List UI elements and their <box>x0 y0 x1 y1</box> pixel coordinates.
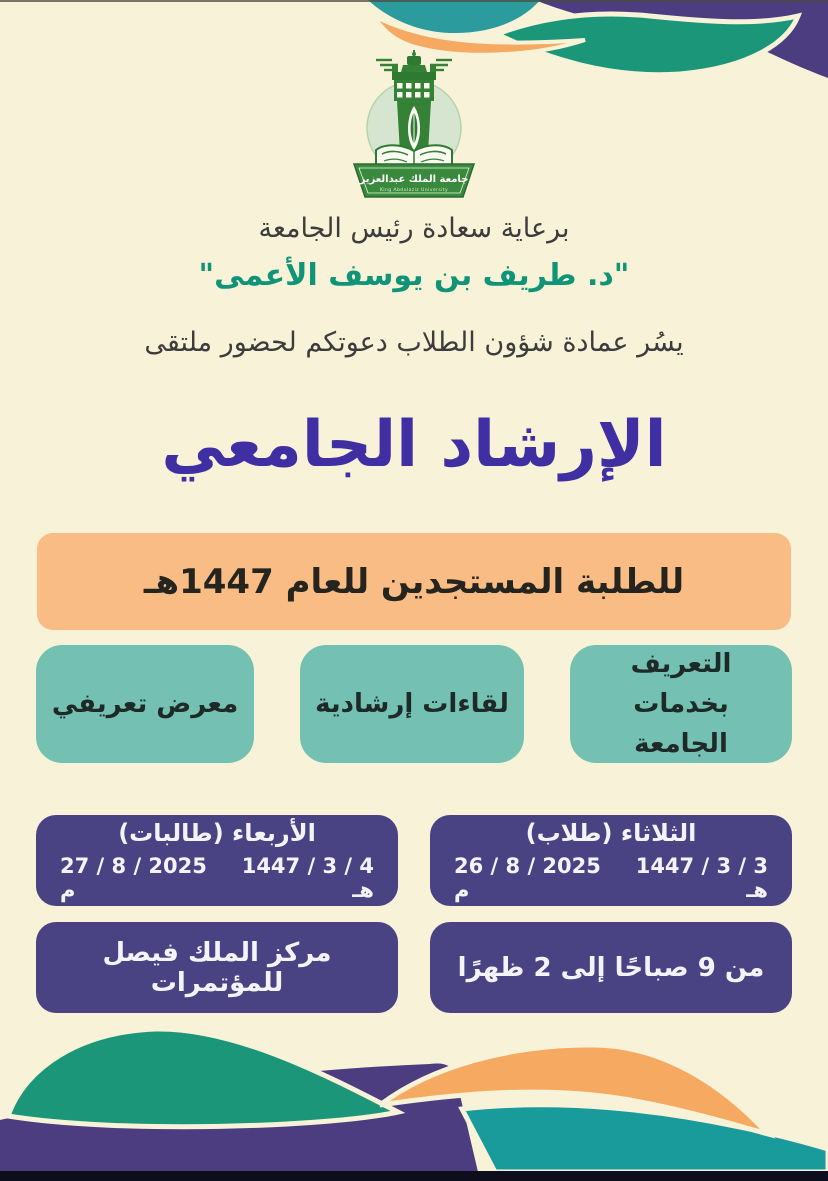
event-venue-box <box>36 922 398 1013</box>
session-dates <box>448 854 774 902</box>
logo-university-name-en: King Abdulaziz University <box>379 188 449 193</box>
bottom-wave-decoration <box>0 1022 828 1172</box>
features-row <box>36 645 792 763</box>
feature-label: معرض تعريفي <box>51 688 239 719</box>
president-name: "د. طريف بن يوسف الأعمى" <box>198 258 630 293</box>
top-wave-teal <box>368 0 540 33</box>
feature-university-services <box>570 645 792 763</box>
feature-intro-exhibition <box>36 645 254 763</box>
session-male-students <box>430 815 792 906</box>
event-title: الإرشاد الجامعي <box>161 408 667 482</box>
bottom-wave-purple <box>0 1063 478 1172</box>
patronage-line: برعاية سعادة رئيس الجامعة <box>258 213 570 244</box>
event-venue: مركز الملك فيصل للمؤتمرات <box>102 937 332 998</box>
bottom-wave-orange <box>380 1045 768 1134</box>
session-day: الثلاثاء (طلاب) <box>525 819 697 847</box>
session-date-gregorian: 27 / 8 / 2025 م <box>60 854 207 902</box>
session-dates <box>54 854 380 902</box>
logo-name-banner <box>354 164 474 197</box>
details-row <box>36 922 792 1013</box>
audience-banner <box>37 533 791 630</box>
bottom-dark-bar <box>0 1171 828 1181</box>
session-date-gregorian: 26 / 8 / 2025 م <box>454 854 601 902</box>
audience-banner-text: للطلبة المستجدين للعام 1447هـ <box>143 561 685 602</box>
top-wave-purple <box>535 0 828 78</box>
invitation-line: يسُر عمادة شؤون الطلاب دعوتكم لحضور ملتقى <box>144 327 684 358</box>
session-day: الأربعاء (طالبات) <box>118 819 316 847</box>
bottom-wave-green <box>8 1029 398 1127</box>
university-logo <box>348 50 480 202</box>
logo-university-name-ar: جامعة الملك عبدالعزيز <box>359 174 469 185</box>
top-wave-green <box>497 14 798 75</box>
session-female-students <box>36 815 398 906</box>
feature-label: التعريف بخدمات الجامعة <box>630 648 732 760</box>
feature-guidance-meetings <box>300 645 524 763</box>
sessions-row <box>36 815 792 906</box>
top-wave-orange <box>374 16 585 55</box>
event-time: من 9 صباحًا إلى 2 ظهرًا <box>457 952 765 983</box>
event-time-box <box>430 922 792 1013</box>
bottom-wave-teal <box>462 1105 828 1172</box>
session-date-hijri: 4 / 3 / 1447 هـ <box>241 854 374 902</box>
session-date-hijri: 3 / 3 / 1447 هـ <box>635 854 768 902</box>
top-edge-line <box>0 0 828 2</box>
feature-label: لقاءات إرشادية <box>315 688 509 719</box>
